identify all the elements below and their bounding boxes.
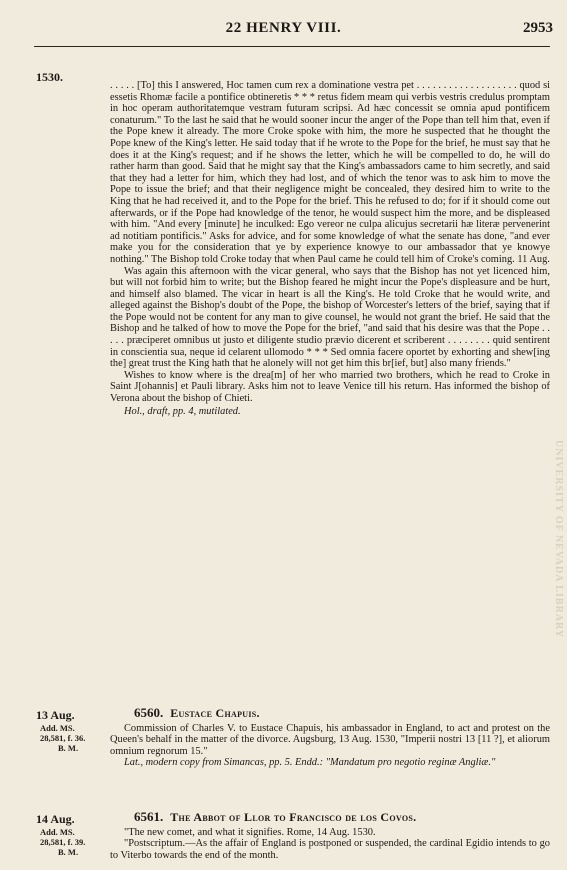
body-paragraph-3: Wishes to know where is the drea[m] of her who married two brothers, which he read to Croke in Saint J[ohannis] et Pauli library. Asks him not to leave Venice till his return. Has informed the bishop of Verona about the bishop of Chieti. <box>110 369 550 405</box>
running-head <box>0 20 567 42</box>
entry-6561-heading <box>110 811 550 824</box>
entry-name: The Abbot of Llor to Francisco de los Covos. <box>170 810 417 824</box>
entry-6560-heading <box>110 707 550 720</box>
entry-6561-ref <box>40 827 85 857</box>
ref-line: B. M. <box>58 743 79 753</box>
ref-line: 28,581, f. 39. <box>40 837 86 847</box>
body-paragraph-2: Was again this afternoon with the vicar general, who says that the Bishop has not yet licenced him, but will not forbid him to write; but the Bishop feared he might incur the Pope's displeasure and be hurt, and himself also blamed. The vicar in heart is all the King's. He told Croke that he would write, and alleged against the Bishop's doubt of the Pope, the bishop of Worcester's letters of the brief, saying that if the Pope would not be content for any man to give counsel, he would not grant the brief. He said that the Bishop and he talked of how to move the Pope for the brief, "and said that his desire was that the Pope . . . . . præciperet omnibus ut justo et diligente studio prævio dicerent et scriberent . . . . . . . . quid sentirent in conscientia sua, neque id celarent ullomodo * * * Sed omnia facere oportet by exhorting and shew[ing the] great trust the King hath that he alonely will not get him this br[ief, but] also many friends." <box>110 265 550 370</box>
entry-name: Eustace Chapuis. <box>170 706 260 720</box>
entry-6560-ref <box>40 723 85 753</box>
entry-number: 6561. <box>134 809 164 824</box>
entry-6561-text-1: "The new comet, and what it signifies. Rome, 14 Aug. 1530. <box>124 826 376 838</box>
entry-6560-source-note: Lat., modern copy from Simancas, pp. 5. Endd.: "Mandatum pro negotio reginæ Angliæ." <box>124 757 496 769</box>
entry-6560-date: 13 Aug. <box>36 708 75 722</box>
ref-line: Add. MS. <box>40 723 75 733</box>
source-note: Hol., draft, pp. 4, mutilated. <box>124 405 241 417</box>
ref-line: 28,581, f. 36. <box>40 733 86 743</box>
letter-body <box>110 80 550 417</box>
entry-6561-date: 14 Aug. <box>36 812 75 826</box>
ref-line: B. M. <box>58 847 79 857</box>
page-number: 2953 <box>523 20 553 36</box>
library-stamp: UNIVERSITY OF NEVADA LIBRARY <box>553 440 564 639</box>
entry-number: 6560. <box>134 705 164 720</box>
body-paragraph-1: . . . . . [To] this I answered, Hoc tamen cum rex a dominatione vestra pet . . . . . . . . . . . . . . . . . . . quod si essetis Rhomæ facile a pontifice obtineretis * * * retus fidem meam qui verbis vestris credulus promptam in hoc operam authoritatemque vestram futuram scripsi. Ad hæc concessit se omnia apud pontificem conaturum." To the last he said that he would sooner incur the anger of the Pope than tell him that, even if the Pope knew it already. The more Croke spoke with him, the more he suspected that he thought the Pope knew of the King's letter. He said today that if he wrote to the Pope for the brief, he must say that he does it at the King's request; and if he shows the letter, which he will be compelled to do, he will do rather harm than good. Said that he might say that the King's ambassadors came to him secretly, and said that they had a letter for him, which they had lost, and of which the tenor was to ask him to move the Pope to issue the brief; and that their negligence might be concealed, they desired him to write to the King that he had received it, and to the Pope for the brief. This he refused to do; for if it should come out afterwards, or if the Pope had knowledge of the tenor, he would suspect him the more, and be displeased with him. "And every [minute] he inculked: Ego vereor ne culpa alicujus secretarii hæ literæ pervenerint ad notitiam pontificis." Asks for advice, and for some knowledge of what the senate has done, "and ever make you for the consideration that ye by experience knowye to our ambassador that ye knowye nothing." The Bishop told Croke today that when Paul came he could tell him of Croke's coming. 11 Aug. <box>110 80 550 265</box>
header-rule <box>34 46 550 47</box>
margin-year: 1530. <box>36 70 63 84</box>
entry-6560 <box>110 707 550 769</box>
entry-6560-text: Commission of Charles V. to Eustace Chapuis, his ambassador in England, to act and protest on the Queen's behalf in the matter of the divorce. Augsburg, 13 Aug. 1530, "Imperii nostri 13 [11 ?], et aliorum omnium regnorum 15." <box>110 722 550 757</box>
entry-6561 <box>110 811 550 861</box>
entry-6561-text-2: "Postscriptum.—As the affair of England is postponed or suspended, the cardinal Egidio intends to go to Viterbo towards the end of the month. <box>110 838 550 861</box>
running-title: 22 HENRY VIII. <box>225 20 342 36</box>
ref-line: Add. MS. <box>40 827 75 837</box>
